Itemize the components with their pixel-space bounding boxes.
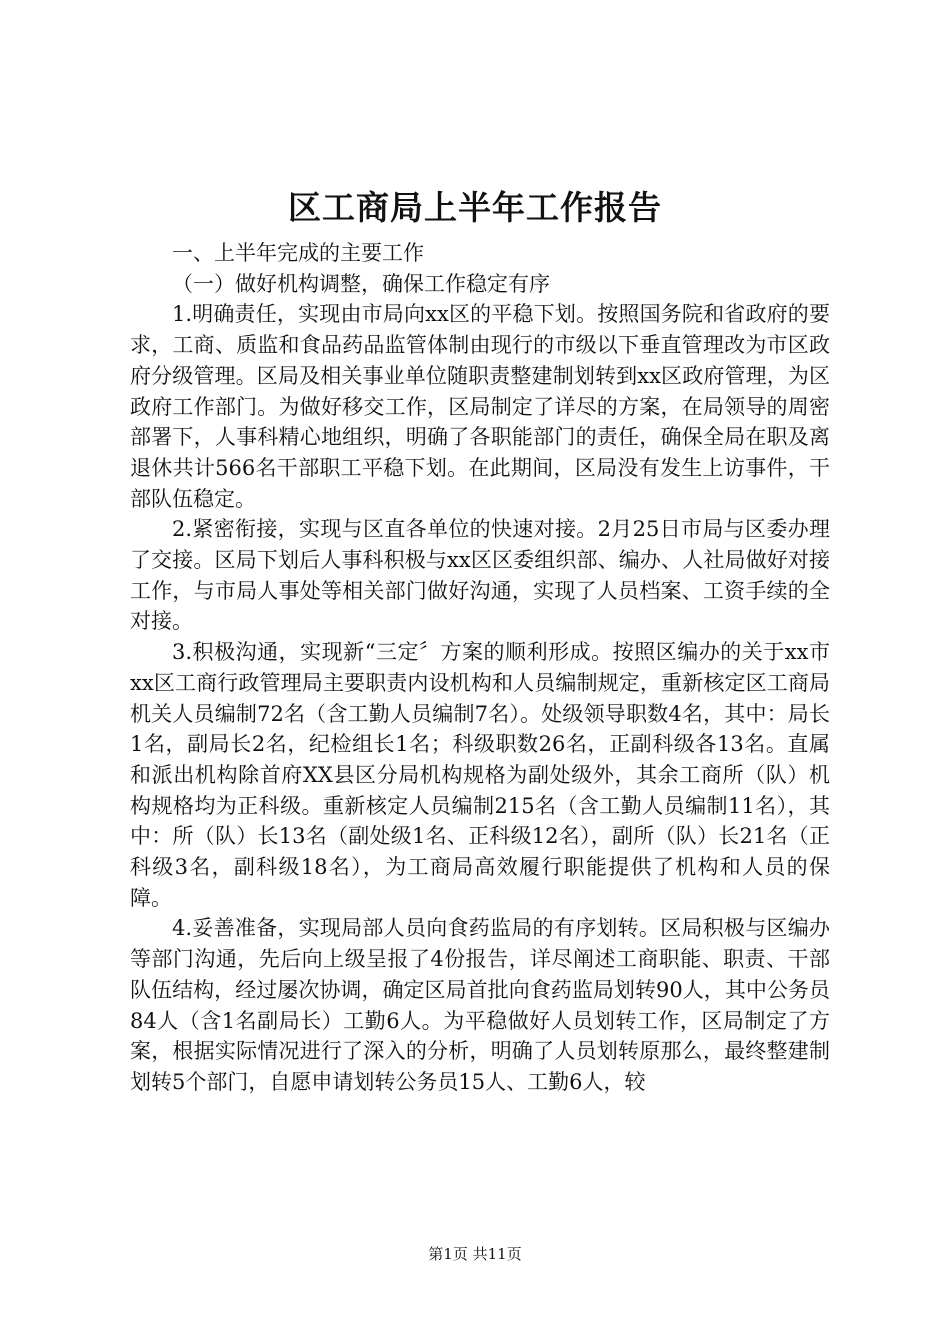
body-paragraph: 2.紧密衔接，实现与区直各单位的快速对接。2月25日市局与区委办理了交接。区局下划后人事科积极与xx区区委组织部、编办、人社局做好对接工作，与市局人事处等相关部门做好沟通，实现了人员档案、工资手续的全对接。 xyxy=(130,517,830,634)
body-paragraph: 1.明确责任，实现由市局向xx区的平稳下划。按照国务院和省政府的要求，工商、质监和食品药品监管体制由现行的市级以下垂直管理改为市区政府分级管理。区局及相关事业单位随职责整建制划转到xx区政府管理，为区政府工作部门。为做好移交工作，区局制定了详尽的方案，在局领导的周密部署下，人事科精心地组织，明确了各职能部门的责任，确保全局在职及离退休共计566名干部职工平稳下划。在此期间，区局没有发生上访事件，干部队伍稳定。 xyxy=(130,302,830,511)
page-footer: 第1页 共11页 xyxy=(428,1245,522,1263)
body-paragraph: 4.妥善准备，实现局部人员向食药监局的有序划转。区局积极与区编办等部门沟通，先后向上级呈报了4份报告，详尽阐述工商职能、职责、干部队伍结构，经过屡次协调，确定区局首批向食药监局划转90人，其中公务员84人（含1名副局长）工勤6人。为平稳做好人员划转工作，区局制定了方案，根据实际情况进行了深入的分析，明确了人员划转原那么，最终整建制划转5个部门，自愿申请划转公务员15人、工勤6人，较 xyxy=(130,916,830,1094)
document-body xyxy=(130,238,830,1098)
body-paragraph: 3.积极沟通，实现新“三定〞方案的顺利形成。按照区编办的关于xx市xx区工商行政管理局主要职责内设机构和人员编制规定，重新核定区工商局机关人员编制72名（含工勤人员编制7名）。处级领导职数4名，其中：局长1名，副局长2名，纪检组长1名；科级职数26名，正副科级各13名。直属和派出机构除首府XX县区分局机构规格为副处级外，其余工商所（队）机构规格均为正科级。重新核定人员编制215名（含工勤人员编制11名），其中：所（队）长13名（副处级1名、正科级12名），副所（队）长21名（正科级3名，副科级18名），为工商局高效履行职能提供了机构和人员的保障。 xyxy=(130,640,830,910)
section-heading: 一、上半年完成的主要工作 xyxy=(172,241,424,265)
subsection-heading: （一）做好机构调整，确保工作稳定有序 xyxy=(172,271,550,296)
document-title: 区工商局上半年工作报告 xyxy=(288,188,662,227)
